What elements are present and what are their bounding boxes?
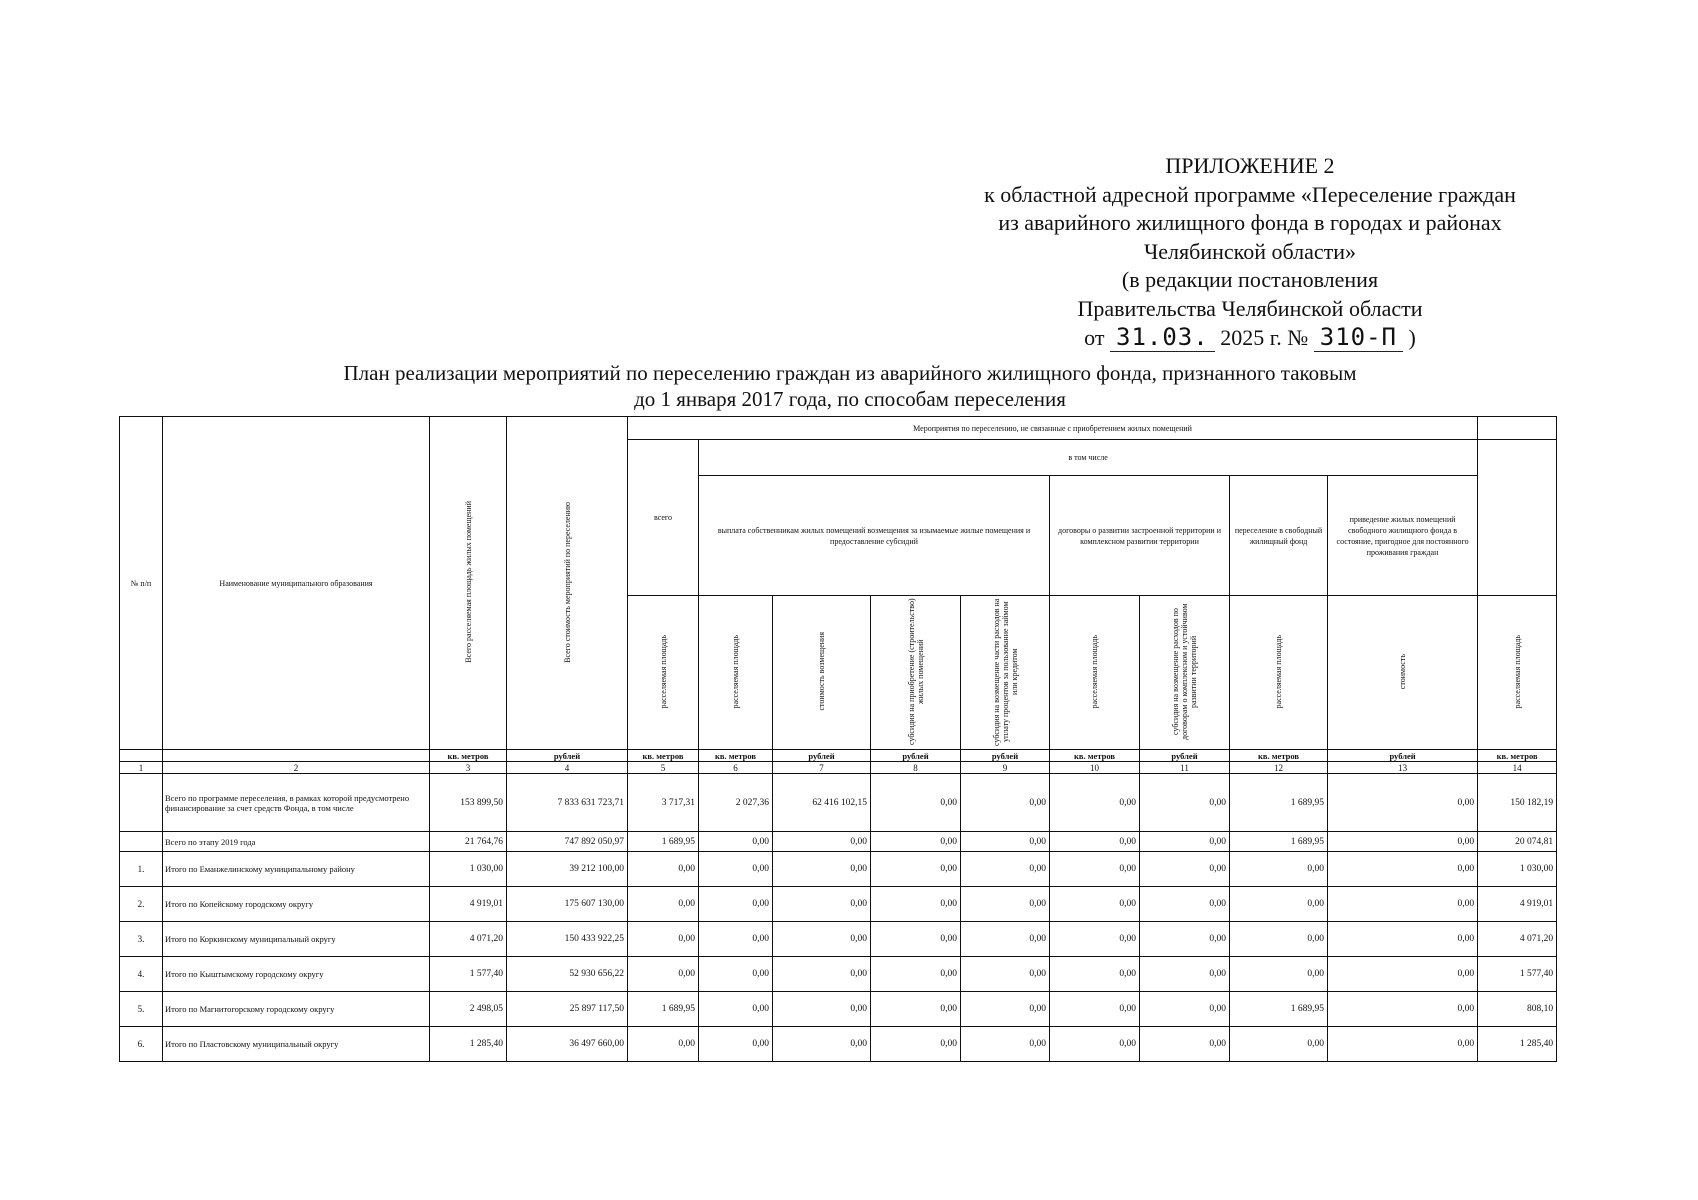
municipality-name: Итого по Кыштымскому городскому округу (163, 957, 430, 992)
value-cell: 747 892 050,97 (507, 832, 628, 852)
table-row (120, 774, 1557, 832)
value-cell: 0,00 (1230, 887, 1328, 922)
unit-cell: кв. метров (430, 750, 507, 762)
value-cell: 0,00 (1050, 832, 1140, 852)
col-index: 1 (120, 762, 163, 774)
value-cell: 0,00 (628, 852, 699, 887)
value-cell: 0,00 (871, 1027, 961, 1062)
value-cell: 0,00 (871, 852, 961, 887)
value-cell: 1 030,00 (1478, 852, 1557, 887)
header-not-related-group: Мероприятия по переселению, не связанные с приобретением жилых помещений (628, 417, 1478, 440)
value-cell: 36 497 660,00 (507, 1027, 628, 1062)
value-cell: 0,00 (1050, 887, 1140, 922)
header-col-12: расселяемая площадь (1230, 596, 1328, 750)
table-row (120, 922, 1557, 957)
value-cell: 0,00 (1140, 957, 1230, 992)
value-cell: 0,00 (871, 922, 961, 957)
value-cell: 1 689,95 (1230, 774, 1328, 832)
col-index: 12 (1230, 762, 1328, 774)
appendix-line: Челябинской области» (1143, 238, 1357, 264)
value-cell: 0,00 (1328, 832, 1478, 852)
value-cell: 4 919,01 (430, 887, 507, 922)
value-cell: 0,00 (699, 1027, 773, 1062)
value-cell: 1 577,40 (1478, 957, 1557, 992)
value-cell: 0,00 (1140, 887, 1230, 922)
col-index: 14 (1478, 762, 1557, 774)
value-cell: 52 930 656,22 (507, 957, 628, 992)
appendix-line: Правительства Челябинской области (1077, 295, 1423, 321)
municipality-name: Итого по Копейскому городскому округу (163, 887, 430, 922)
row-number (120, 774, 163, 832)
header-col-10: расселяемая площадь (1050, 596, 1140, 750)
municipality-name: Итого по Пластовскому муниципальный округу (163, 1027, 430, 1062)
value-cell: 0,00 (1050, 957, 1140, 992)
row-number: 3. (120, 922, 163, 957)
row-number: 6. (120, 1027, 163, 1062)
municipality-name: Всего по этапу 2019 года (163, 832, 430, 852)
value-cell: 0,00 (1140, 832, 1230, 852)
value-cell: 0,00 (1328, 1027, 1478, 1062)
value-cell: 0,00 (773, 832, 871, 852)
header-total-area: Всего расселяемая площадь жилых помещений (430, 417, 507, 750)
value-cell: 1 285,40 (1478, 1027, 1557, 1062)
table-row (120, 887, 1557, 922)
value-cell: 150 433 922,25 (507, 922, 628, 957)
value-cell: 0,00 (1140, 1027, 1230, 1062)
unit-cell: рублей (961, 750, 1050, 762)
header-blank (1478, 440, 1557, 596)
value-cell: 808,10 (1478, 992, 1557, 1027)
appendix-line: (в редакции постановления (1121, 267, 1379, 292)
municipality-name: Итого по Коркинскому муниципальный округу (163, 922, 430, 957)
value-cell: 0,00 (871, 887, 961, 922)
value-cell: 3 717,31 (628, 774, 699, 832)
header-bring-fund: приведение жилых помещений свободного жилищного фонда в состояние, пригодное для постоянного проживания граждан (1328, 476, 1478, 596)
resettlement-table (119, 416, 1557, 1062)
header-col-6: расселяемая площадь (699, 596, 773, 750)
value-cell: 0,00 (699, 887, 773, 922)
value-cell: 0,00 (1328, 922, 1478, 957)
table-row (120, 832, 1557, 852)
value-cell: 0,00 (961, 1027, 1050, 1062)
value-cell: 0,00 (871, 992, 961, 1027)
table-row (120, 957, 1557, 992)
header-total-cost: Всего стоимость мероприятий по переселению (507, 417, 628, 750)
municipality-name: Всего по программе переселения, в рамках которой предусмотрено финансирование за счет средств Фонда, в том числе (163, 774, 430, 832)
value-cell: 0,00 (1140, 922, 1230, 957)
table-body (120, 774, 1557, 1062)
header-free-fund: переселение в свободный жилищный фонд (1230, 476, 1328, 596)
header-payout: выплата собственникам жилых помещений возмещения за изымаемые жилые помещения и предоставление субсидий (699, 476, 1050, 596)
appendix-heading (940, 152, 1560, 353)
appendix-line: к областной адресной программе «Переселение граждан (984, 181, 1516, 207)
unit-cell: рублей (507, 750, 628, 762)
value-cell: 1 689,95 (1230, 992, 1328, 1027)
value-cell: 0,00 (1050, 774, 1140, 832)
plan-title-line: до 1 января 2017 года, по способам переселения (634, 387, 1066, 411)
value-cell: 0,00 (773, 852, 871, 887)
unit-cell: кв. метров (1230, 750, 1328, 762)
value-cell: 0,00 (1140, 774, 1230, 832)
col-index: 3 (430, 762, 507, 774)
resolution-date-line (940, 323, 1560, 353)
unit-cell: кв. метров (699, 750, 773, 762)
value-cell: 0,00 (1050, 922, 1140, 957)
value-cell: 0,00 (628, 922, 699, 957)
value-cell: 25 897 117,50 (507, 992, 628, 1027)
col-index: 10 (1050, 762, 1140, 774)
col-index: 5 (628, 762, 699, 774)
header-col-14: расселяемая площадь (1478, 596, 1557, 750)
col-index: 7 (773, 762, 871, 774)
plan-title (120, 360, 1580, 412)
value-cell: 0,00 (773, 887, 871, 922)
value-cell: 0,00 (1328, 852, 1478, 887)
value-cell: 0,00 (961, 957, 1050, 992)
value-cell: 1 030,00 (430, 852, 507, 887)
value-cell: 0,00 (699, 922, 773, 957)
value-cell: 1 285,40 (430, 1027, 507, 1062)
col-index: 9 (961, 762, 1050, 774)
value-cell: 0,00 (1328, 774, 1478, 832)
value-cell: 0,00 (1050, 992, 1140, 1027)
value-cell: 0,00 (871, 774, 961, 832)
value-cell: 0,00 (1140, 852, 1230, 887)
value-cell: 0,00 (699, 852, 773, 887)
value-cell: 4 071,20 (1478, 922, 1557, 957)
value-cell: 0,00 (961, 774, 1050, 832)
header-col-7: стоимость возмещения (773, 596, 871, 750)
header-col-9: субсидия на возмещение части расходов на уплату процентов за пользование займом или кредитом (961, 596, 1050, 750)
value-cell: 0,00 (871, 957, 961, 992)
appendix-title: ПРИЛОЖЕНИЕ 2 (1165, 153, 1335, 178)
unit-blank (163, 750, 430, 762)
value-cell: 1 689,95 (628, 832, 699, 852)
value-cell: 150 182,19 (1478, 774, 1557, 832)
row-number: 5. (120, 992, 163, 1027)
value-cell: 1 689,95 (1230, 832, 1328, 852)
value-cell: 1 689,95 (628, 992, 699, 1027)
col-index: 4 (507, 762, 628, 774)
header-no: № п/п (120, 417, 163, 750)
row-number: 4. (120, 957, 163, 992)
row-number: 2. (120, 887, 163, 922)
value-cell: 0,00 (699, 992, 773, 1027)
header-col-5: расселяемая площадь (628, 596, 699, 750)
value-cell: 0,00 (628, 887, 699, 922)
value-cell: 39 212 100,00 (507, 852, 628, 887)
table-row (120, 992, 1557, 1027)
unit-cell: кв. метров (628, 750, 699, 762)
col-index: 13 (1328, 762, 1478, 774)
unit-blank (120, 750, 163, 762)
value-cell: 0,00 (961, 887, 1050, 922)
value-cell: 0,00 (1050, 852, 1140, 887)
unit-cell: рублей (773, 750, 871, 762)
value-cell: 0,00 (1230, 852, 1328, 887)
plan-title-line: План реализации мероприятий по переселению граждан из аварийного жилищного фонда, признанного таковым (343, 361, 1357, 385)
date-prefix: от (1084, 325, 1105, 350)
value-cell: 0,00 (961, 832, 1050, 852)
value-cell: 0,00 (1230, 1027, 1328, 1062)
value-cell: 4 919,01 (1478, 887, 1557, 922)
unit-cell: кв. метров (1478, 750, 1557, 762)
value-cell: 0,00 (773, 957, 871, 992)
value-cell: 0,00 (961, 852, 1050, 887)
unit-cell: рублей (1140, 750, 1230, 762)
value-cell: 0,00 (1230, 957, 1328, 992)
col-index: 11 (1140, 762, 1230, 774)
value-cell: 0,00 (773, 1027, 871, 1062)
unit-cell: рублей (1328, 750, 1478, 762)
header-col-13: стоимость (1328, 596, 1478, 750)
table-row (120, 1027, 1557, 1062)
value-cell: 2 498,05 (430, 992, 507, 1027)
value-cell: 0,00 (1140, 992, 1230, 1027)
table-row (120, 852, 1557, 887)
value-cell: 0,00 (773, 992, 871, 1027)
value-cell: 175 607 130,00 (507, 887, 628, 922)
value-cell: 0,00 (628, 957, 699, 992)
value-cell: 0,00 (871, 832, 961, 852)
col-index: 2 (163, 762, 430, 774)
municipality-name: Итого по Еманжелинскому муниципальному району (163, 852, 430, 887)
value-cell: 0,00 (961, 922, 1050, 957)
value-cell: 0,00 (699, 832, 773, 852)
value-cell: 1 577,40 (430, 957, 507, 992)
value-cell: 0,00 (1230, 922, 1328, 957)
handwritten-number: 310-П (1314, 323, 1403, 352)
handwritten-date: 31.03. (1110, 323, 1215, 352)
closing-paren: ) (1408, 325, 1416, 350)
value-cell: 0,00 (1050, 1027, 1140, 1062)
value-cell: 21 764,76 (430, 832, 507, 852)
col-index: 8 (871, 762, 961, 774)
year-number-label: 2025 г. № (1220, 325, 1309, 350)
value-cell: 0,00 (699, 957, 773, 992)
column-index-row (120, 762, 1557, 774)
header-contracts: договоры о развитии застроенной территории и комплексном развитии территории (1050, 476, 1230, 596)
value-cell: 0,00 (1328, 957, 1478, 992)
value-cell: 7 833 631 723,71 (507, 774, 628, 832)
value-cell: 20 074,81 (1478, 832, 1557, 852)
header-col-11: субсидия на возмещение расходов по договорам о комплексном и устойчивом развитии территорий (1140, 596, 1230, 750)
value-cell: 62 416 102,15 (773, 774, 871, 832)
row-number: 1. (120, 852, 163, 887)
header-col-8: субсидия на приобретение (строительство) жилых помещений (871, 596, 961, 750)
value-cell: 0,00 (773, 922, 871, 957)
municipality-name: Итого по Магнитогорскому городскому округу (163, 992, 430, 1027)
units-row (120, 750, 1557, 762)
value-cell: 0,00 (1328, 992, 1478, 1027)
value-cell: 0,00 (961, 992, 1050, 1027)
col-index: 6 (699, 762, 773, 774)
unit-cell: рублей (871, 750, 961, 762)
header-including: в том числе (699, 440, 1478, 476)
header-name: Наименование муниципального образования (163, 417, 430, 750)
header-total: всего (628, 440, 699, 596)
value-cell: 4 071,20 (430, 922, 507, 957)
value-cell: 2 027,36 (699, 774, 773, 832)
row-number (120, 832, 163, 852)
unit-cell: кв. метров (1050, 750, 1140, 762)
value-cell: 153 899,50 (430, 774, 507, 832)
value-cell: 0,00 (1328, 887, 1478, 922)
value-cell: 0,00 (628, 1027, 699, 1062)
header-blank (1478, 417, 1557, 440)
appendix-line: из аварийного жилищного фонда в городах и районах (998, 210, 1502, 235)
